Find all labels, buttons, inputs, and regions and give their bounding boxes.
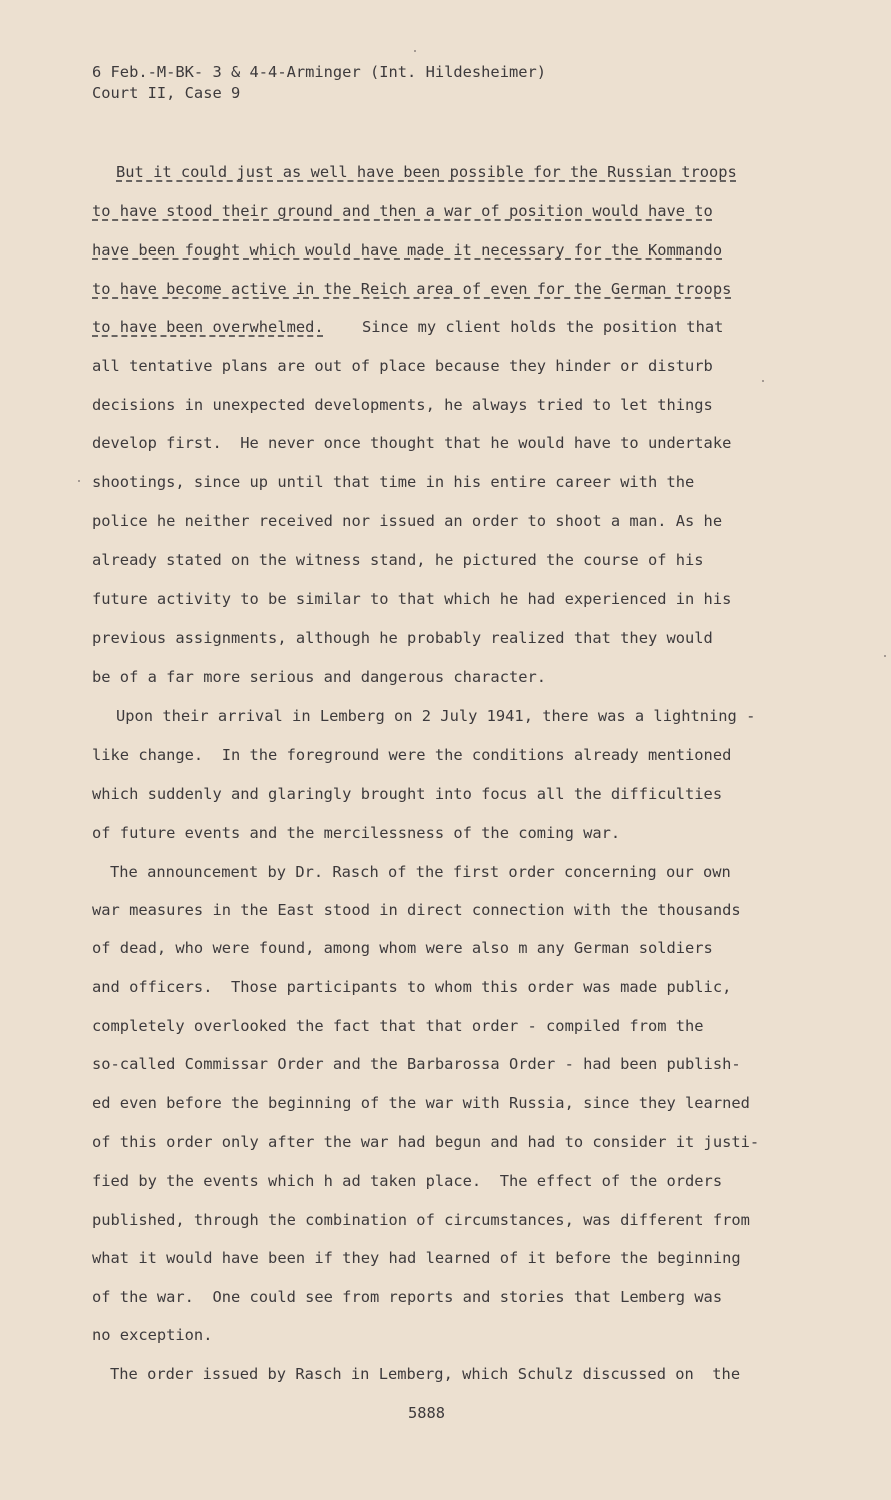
text-line: The announcement by Dr. Rasch of the first order concerning our own: [110, 863, 731, 881]
text-line: of this order only after the war had begun and had to consider it justi-: [92, 1133, 760, 1151]
text-line: previous assignments, although he probably realized that they would: [92, 629, 713, 647]
text-line: ed even before the beginning of the war with Russia, since they learned: [92, 1094, 750, 1112]
text-line: already stated on the witness stand, he pictured the course of his: [92, 551, 704, 569]
text-line: Upon their arrival in Lemberg on 2 July 1941, there was a lightning -: [116, 707, 756, 725]
text-line: and officers. Those participants to whom this order was made public,: [92, 978, 732, 996]
text-line: to have stood their ground and then a war of position would have to: [92, 202, 713, 220]
text-line: But it could just as well have been possible for the Russian troops: [116, 163, 737, 181]
text-line: of future events and the mercilessness of the coming war.: [92, 824, 621, 842]
text-line: shootings, since up until that time in his entire career with the: [92, 473, 695, 491]
paper-speck: [414, 50, 416, 52]
text-line: published, through the combination of circumstances, was different from: [92, 1211, 750, 1229]
text-line: like change. In the foreground were the conditions already mentioned: [92, 746, 732, 764]
text-line: all tentative plans are out of place because they hinder or disturb: [92, 357, 713, 375]
text-line: completely overlooked the fact that that order - compiled from the: [92, 1017, 704, 1035]
text-line: no exception.: [92, 1326, 213, 1344]
text-line: of the war. One could see from reports and stories that Lemberg was: [92, 1288, 723, 1306]
text-line: to have become active in the Reich area of even for the German troops: [92, 280, 732, 298]
text-line: The order issued by Rasch in Lemberg, which Schulz discussed on the: [110, 1365, 741, 1383]
text-line: Since my client holds the position that: [362, 318, 724, 336]
text-line: to have been overwhelmed.: [92, 318, 324, 336]
text-line: war measures in the East stood in direct connection with the thousands: [92, 901, 741, 919]
text-line: of dead, who were found, among whom were also m any German soldiers: [92, 939, 713, 957]
text-line: so-called Commissar Order and the Barbarossa Order - had been publish-: [92, 1055, 741, 1073]
document-header: [92, 62, 546, 104]
text-line: develop first. He never once thought that he would have to undertake: [92, 434, 732, 452]
text-line: police he neither received nor issued an order to shoot a man. As he: [92, 512, 723, 530]
paper-speck: [78, 480, 80, 482]
paper-speck: [884, 655, 886, 657]
text-line: future activity to be similar to that which he had experienced in his: [92, 590, 732, 608]
text-line: be of a far more serious and dangerous character.: [92, 668, 547, 686]
text-line: decisions in unexpected developments, he always tried to let things: [92, 396, 713, 414]
paper-speck: [762, 380, 764, 382]
header-court-line: Court II, Case 9: [92, 84, 241, 102]
header-session-line: 6 Feb.-M-BK- 3 & 4-4-Arminger (Int. Hildesheimer): [92, 63, 547, 81]
page-number: 5888: [408, 1404, 446, 1422]
text-line: have been fought which would have made it necessary for the Kommando: [92, 241, 723, 259]
text-line: fied by the events which h ad taken place. The effect of the orders: [92, 1172, 723, 1190]
text-line: what it would have been if they had learned of it before the beginning: [92, 1249, 741, 1267]
text-line: which suddenly and glaringly brought into focus all the difficulties: [92, 785, 723, 803]
